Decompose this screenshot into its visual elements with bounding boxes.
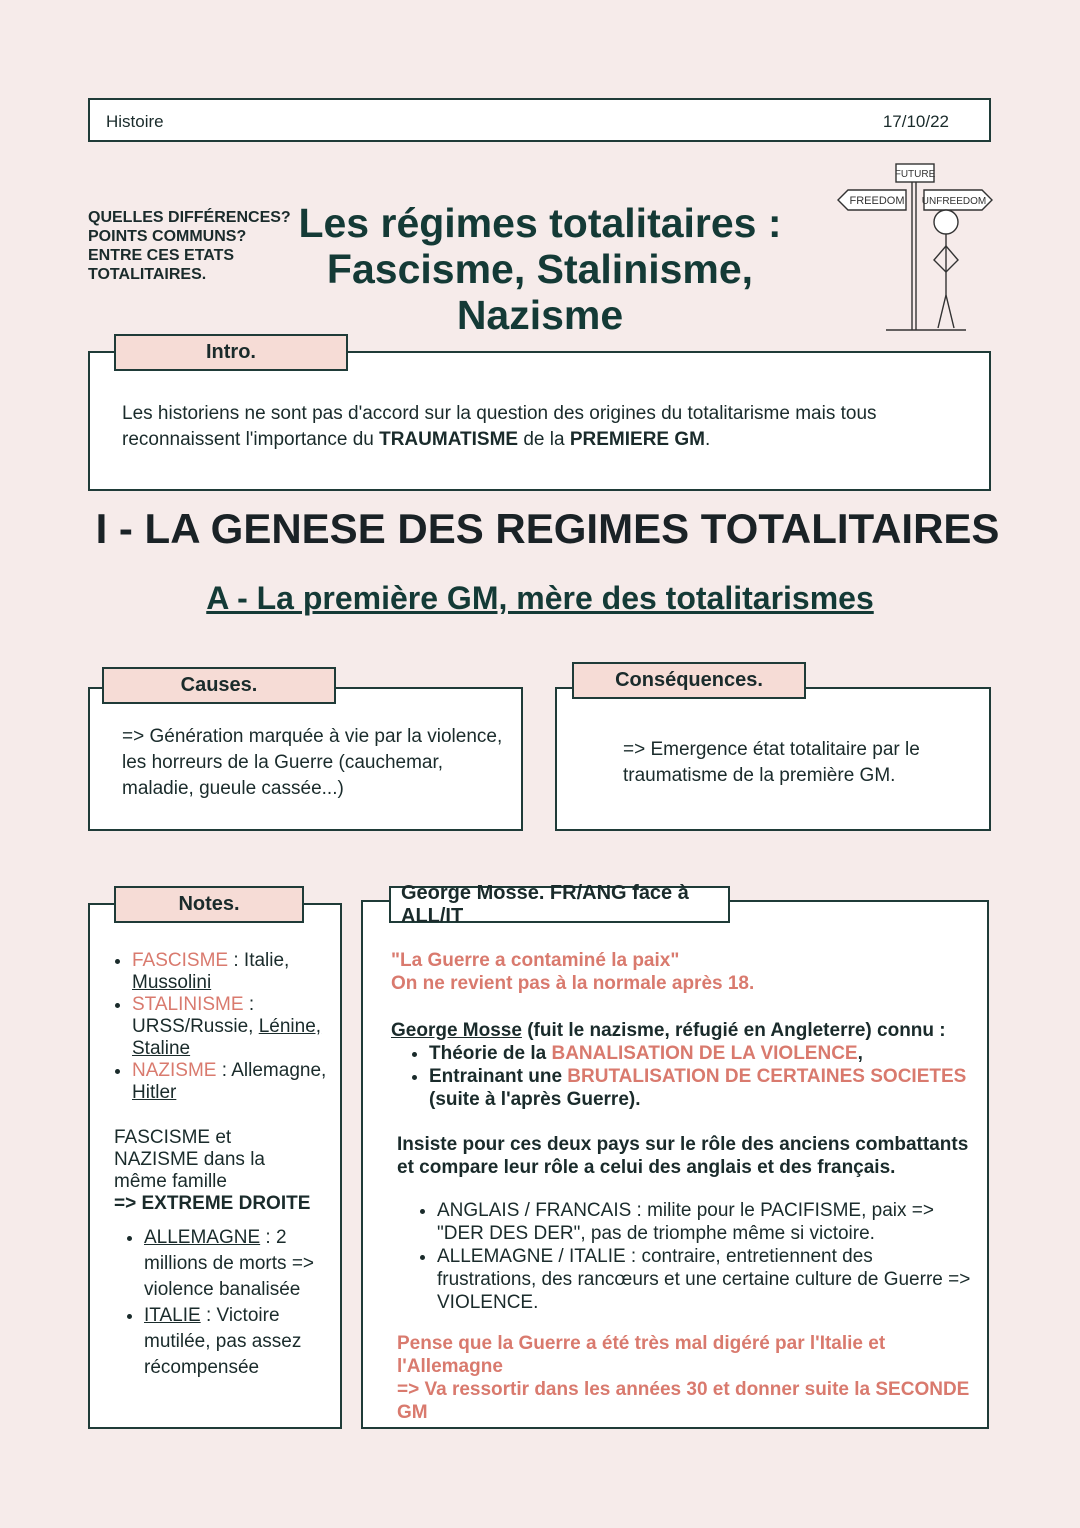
- mosse-comparison: [415, 1199, 977, 1314]
- mosse-quote: [391, 949, 754, 995]
- mosse-name: George Mosse: [391, 1020, 522, 1041]
- notes-box: [88, 903, 342, 1429]
- causes-box: [88, 687, 523, 831]
- date-label: 17/10/22: [882, 112, 949, 131]
- intro-text-part: .: [704, 429, 711, 450]
- intro-text-part: de la: [518, 429, 570, 450]
- list-item: • Théorie de la BANALISATION DE LA VIOLENCE,: [429, 1042, 989, 1065]
- signpost-illustration: [836, 160, 996, 335]
- intro-text-part: Les historiens ne sont pas d'accord sur la question des origines du totalitarisme mais tous reconnaissent l'importance du: [122, 403, 877, 450]
- mosse-intro: George Mosse (fuit le nazisme, réfugié en Angleterre) connu :: [391, 1020, 946, 1041]
- notes-family: [114, 1127, 314, 1215]
- consequences-text: => Emergence état totalitaire par le traumatisme de la première GM.: [623, 739, 920, 786]
- list-item: • FASCISME : Italie, Mussolini: [132, 950, 342, 994]
- notes-family-text: FASCISME et NAZISME dans la même famille: [114, 1127, 265, 1192]
- notes-family-bold: => EXTREME DROITE: [114, 1193, 311, 1214]
- intro-text: [122, 401, 942, 453]
- intro-box: [88, 351, 991, 491]
- signpost-top-label: FUTURE: [894, 169, 936, 180]
- notes-list-1: [110, 950, 342, 1104]
- quote-line: On ne revient pas à la normale après 18.: [391, 973, 755, 994]
- causes-text: => Génération marquée à vie par la violence, les horreurs de la Guerre (cauchemar, maladie, gueule cassée...): [122, 726, 503, 799]
- quote-line: "La Guerre a contaminé la paix": [391, 950, 680, 971]
- list-item: • ITALIE : Victoire mutilée, pas assez récompensée: [144, 1303, 334, 1381]
- mosse-insiste: Insiste pour ces deux pays sur le rôle des anciens combattants et compare leur rôle a celui des anglais et des français.: [397, 1134, 969, 1178]
- list-item: • NAZISME : Allemagne, Hitler: [132, 1060, 342, 1104]
- question-line: QUELLES DIFFÉRENCES?: [88, 209, 291, 226]
- conclusion-line: Pense que la Guerre a été très mal digéré par l'Italie et l'Allemagne: [397, 1333, 886, 1377]
- mosse-conclusion: [397, 1332, 982, 1424]
- question-line: TOTALITAIRES.: [88, 266, 207, 283]
- list-item: • Entrainant une BRUTALISATION DE CERTAINES SOCIETES (suite à l'après Guerre).: [429, 1065, 989, 1111]
- page-title: [240, 200, 840, 338]
- intro-label: Intro.: [114, 334, 348, 371]
- list-item: • ALLEMAGNE : 2 millions de morts => violence banalisée: [144, 1225, 334, 1303]
- list-item: • STALINISME : URSS/Russie, Lénine, Staline: [132, 994, 342, 1060]
- signpost-left-label: FREEDOM: [849, 195, 905, 207]
- signpost-icon: [836, 160, 996, 335]
- header-bar: [88, 98, 991, 142]
- section-title: I - LA GENESE DES REGIMES TOTALITAIRES: [95, 505, 1000, 552]
- intro-bold-trauma: TRAUMATISME: [379, 429, 519, 450]
- subject-label: Histoire: [106, 112, 164, 131]
- mosse-box: [361, 900, 989, 1429]
- intro-bold-gm: PREMIERE GM: [569, 429, 705, 450]
- subsection-title-text: A - La première GM, mère des totalitarismes: [206, 580, 874, 616]
- causes-label: Causes.: [102, 667, 336, 704]
- title-line-2: Fascisme, Stalinisme, Nazisme: [326, 246, 754, 338]
- question-line: ENTRE CES ETATS: [88, 247, 235, 264]
- notes-list-2: [122, 1225, 334, 1381]
- list-item: • ANGLAIS / FRANCAIS : milite pour le PACIFISME, paix => "DER DES DER", pas de triomphe même si victoire.: [437, 1199, 977, 1245]
- consequences-label: Conséquences.: [572, 662, 806, 699]
- consequences-box: [555, 687, 991, 831]
- title-line-1: Les régimes totalitaires :: [298, 200, 782, 246]
- conclusion-line: => Va ressortir dans les années 30 et donner suite la SECONDE GM: [397, 1379, 970, 1423]
- signpost-right-label: UNFREEDOM: [921, 196, 987, 207]
- mosse-label: George Mosse. FR/ANG face à ALL/IT: [389, 886, 730, 923]
- list-item: • ALLEMAGNE / ITALIE : contraire, entretiennent des frustrations, des rancœurs et une certaine culture de Guerre => VIOLENCE.: [437, 1245, 977, 1314]
- question-line: POINTS COMMUNS?: [88, 228, 247, 245]
- subsection-title: [0, 580, 1080, 617]
- mosse-theories: [407, 1042, 989, 1111]
- notes-label: Notes.: [114, 886, 304, 923]
